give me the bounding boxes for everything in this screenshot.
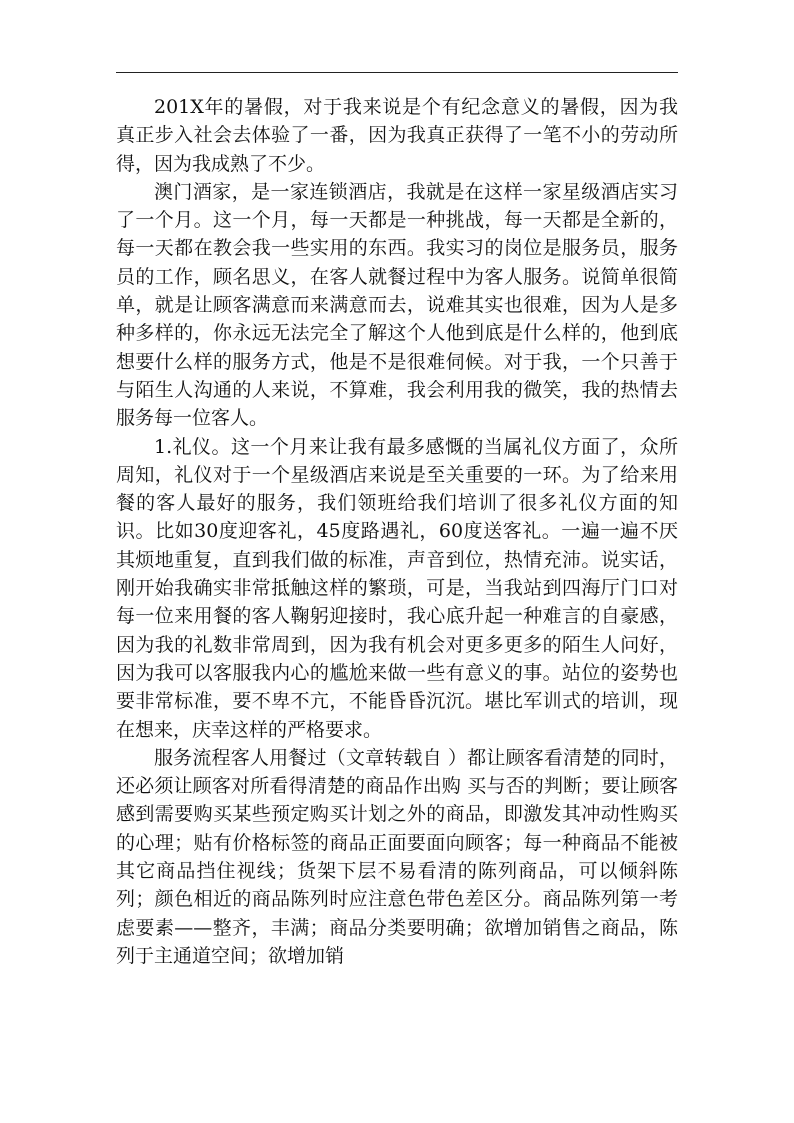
paragraph-etiquette: 1.礼仪。这一个月来让我有最多感慨的当属礼仪方面了，众所周知，礼仪对于一个星级酒店来说是至关重要的一环。为了给来用餐的客人最好的服务，我们领班给我们培训了很多礼仪方面的知识。比如30度迎客礼，45度路遇礼，60度送客礼。一遍一遍不厌其烦地重复，直到我们做的标准，声音到位，热情充沛。说实话，刚开始我确实非常抵触这样的繁琐，可是，当我站到四海厅门口对每一位来用餐的客人鞠躬迎接时，我心底升起一种难言的自豪感，因为我的礼数非常周到，因为我有机会对更多更多的陌生人问好，因为我可以客服我内心的尴尬来做一些有意义的事。站位的姿势也要非常标准，要不卑不亢，不能昏昏沉沉。堪比军训式的培训，现在想来，庆幸这样的严格要求。 [116,435,678,741]
paragraph-hotel: 澳门酒家，是一家连锁酒店，我就是在这样一家星级酒店实习了一个月。这一个月，每一天都是一种挑战，每一天都是全新的，每一天都在教会我一些实用的东西。我实习的岗位是服务员，服务员的工作，顾名思义，在客人就餐过程中为客人服务。说简单很简单，就是让顾客满意而来满意而去，说难其实也很难，因为人是多种多样的，你永远无法完全了解这个人他到底是什么样的，他到底想要什么样的服务方式，他是不是很难伺候。对于我，一个只善于与陌生人沟通的人来说，不算难，我会利用我的微笑，我的热情去服务每一位客人。 [116,180,678,430]
body-text [116,93,678,970]
paragraph-service-flow: 服务流程客人用餐过（文章转载自 ）都让顾客看清楚的同时，还必须让顾客对所看得清楚的商品作出购 买与否的判断；要让顾客感到需要购买某些预定购买计划之外的商品，即激发其冲动性购买的心理；贴有价格标签的商品正面要面向顾客；每一种商品不能被其它商品挡住视线；货架下层不易看清的陈列商品，可以倾斜陈列；颜色相近的商品陈列时应注意色带色差区分。商品陈列第一考虑要素——整齐，丰满；商品分类要明确；欲增加销售之商品，陈列于主通道空间；欲增加销 [116,746,678,967]
paragraph-intro: 201X年的暑假，对于我来说是个有纪念意义的暑假，因为我真正步入社会去体验了一番，因为我真正获得了一笔不小的劳动所得，因为我成熟了不少。 [116,96,678,175]
header-rule [116,72,678,73]
